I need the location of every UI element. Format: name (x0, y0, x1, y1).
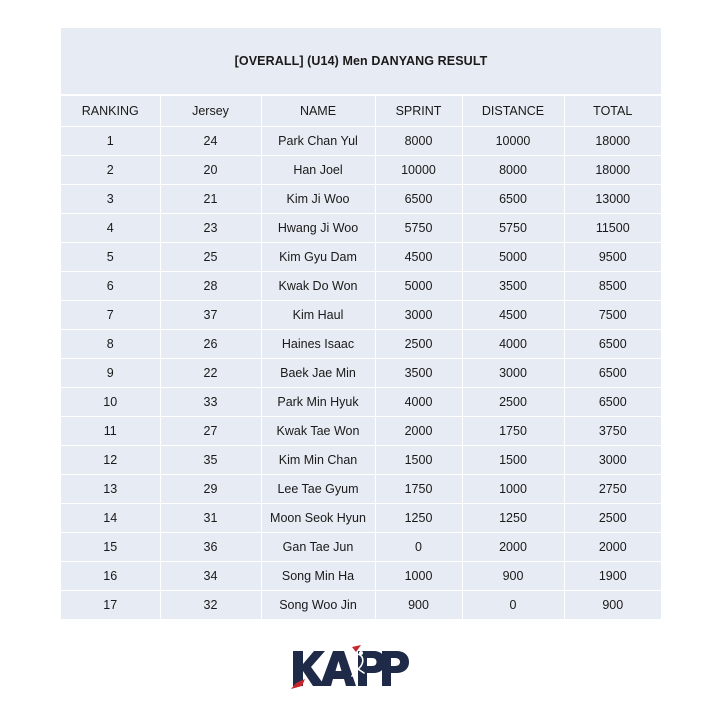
cell-total: 8500 (564, 271, 661, 300)
cell-total: 9500 (564, 242, 661, 271)
table-row (61, 213, 661, 242)
table-row (61, 155, 661, 184)
cell-name: Moon Seok Hyun (261, 503, 375, 532)
column-header-total: TOTAL (564, 96, 661, 126)
cell-ranking: 7 (61, 300, 160, 329)
cell-name: Kim Ji Woo (261, 184, 375, 213)
cell-name: Kwak Do Won (261, 271, 375, 300)
cell-distance: 1750 (462, 416, 564, 445)
table-row (61, 561, 661, 590)
cell-total: 2750 (564, 474, 661, 503)
table-row (61, 590, 661, 619)
cell-ranking: 9 (61, 358, 160, 387)
cell-jersey: 34 (160, 561, 261, 590)
logo-wordmark (291, 645, 409, 689)
cell-distance: 5750 (462, 213, 564, 242)
cell-distance: 4500 (462, 300, 564, 329)
cell-name: Kim Min Chan (261, 445, 375, 474)
cell-sprint: 3000 (375, 300, 462, 329)
cell-jersey: 36 (160, 532, 261, 561)
cell-name: Park Min Hyuk (261, 387, 375, 416)
cell-ranking: 16 (61, 561, 160, 590)
cell-name: Baek Jae Min (261, 358, 375, 387)
cell-sprint: 5750 (375, 213, 462, 242)
cell-jersey: 24 (160, 126, 261, 155)
logo-letter-p-second (382, 651, 409, 686)
cell-ranking: 14 (61, 503, 160, 532)
cell-distance: 0 (462, 590, 564, 619)
cell-sprint: 2500 (375, 329, 462, 358)
cell-jersey: 37 (160, 300, 261, 329)
table-row (61, 387, 661, 416)
table-row (61, 329, 661, 358)
cell-ranking: 6 (61, 271, 160, 300)
table-row (61, 445, 661, 474)
cell-jersey: 26 (160, 329, 261, 358)
table-row (61, 242, 661, 271)
cell-ranking: 1 (61, 126, 160, 155)
cell-jersey: 23 (160, 213, 261, 242)
table-row (61, 358, 661, 387)
cell-jersey: 20 (160, 155, 261, 184)
cell-ranking: 11 (61, 416, 160, 445)
cell-sprint: 1250 (375, 503, 462, 532)
cell-ranking: 4 (61, 213, 160, 242)
cell-distance: 8000 (462, 155, 564, 184)
cell-distance: 10000 (462, 126, 564, 155)
cell-jersey: 22 (160, 358, 261, 387)
cell-ranking: 3 (61, 184, 160, 213)
cell-total: 6500 (564, 387, 661, 416)
logo-letter-k (293, 651, 325, 686)
cell-distance: 1000 (462, 474, 564, 503)
cell-sprint: 10000 (375, 155, 462, 184)
cell-sprint: 2000 (375, 416, 462, 445)
cell-sprint: 5000 (375, 271, 462, 300)
cell-jersey: 33 (160, 387, 261, 416)
column-header-jersey: Jersey (160, 96, 261, 126)
cell-ranking: 12 (61, 445, 160, 474)
cell-name: Song Woo Jin (261, 590, 375, 619)
table-row (61, 271, 661, 300)
table-row (61, 300, 661, 329)
cell-distance: 900 (462, 561, 564, 590)
table-row (61, 184, 661, 213)
cell-jersey: 32 (160, 590, 261, 619)
cell-jersey: 27 (160, 416, 261, 445)
table-row (61, 503, 661, 532)
cell-name: Kim Gyu Dam (261, 242, 375, 271)
table-row (61, 474, 661, 503)
cell-total: 3000 (564, 445, 661, 474)
logo-letter-a (320, 651, 356, 686)
cell-distance: 3500 (462, 271, 564, 300)
cell-total: 6500 (564, 358, 661, 387)
cell-total: 3750 (564, 416, 661, 445)
cell-sprint: 1750 (375, 474, 462, 503)
cell-total: 11500 (564, 213, 661, 242)
cell-ranking: 5 (61, 242, 160, 271)
cell-distance: 2000 (462, 532, 564, 561)
cell-ranking: 17 (61, 590, 160, 619)
cell-total: 6500 (564, 329, 661, 358)
header-row (61, 96, 661, 126)
cell-distance: 2500 (462, 387, 564, 416)
cell-sprint: 6500 (375, 184, 462, 213)
cell-name: Gan Tae Jun (261, 532, 375, 561)
logo-red-accent (352, 645, 361, 652)
cell-distance: 4000 (462, 329, 564, 358)
cell-name: Kim Haul (261, 300, 375, 329)
cell-total: 900 (564, 590, 661, 619)
cell-ranking: 8 (61, 329, 160, 358)
cell-jersey: 29 (160, 474, 261, 503)
table-row (61, 126, 661, 155)
cell-total: 2500 (564, 503, 661, 532)
cell-ranking: 10 (61, 387, 160, 416)
cell-name: Haines Isaac (261, 329, 375, 358)
cell-name: Lee Tae Gyum (261, 474, 375, 503)
cell-jersey: 35 (160, 445, 261, 474)
cell-sprint: 4500 (375, 242, 462, 271)
logo-skater-head (359, 651, 363, 655)
cell-ranking: 13 (61, 474, 160, 503)
cell-sprint: 900 (375, 590, 462, 619)
cell-total: 18000 (564, 155, 661, 184)
cell-jersey: 21 (160, 184, 261, 213)
cell-jersey: 31 (160, 503, 261, 532)
column-header-name: NAME (261, 96, 375, 126)
cell-sprint: 3500 (375, 358, 462, 387)
cell-sprint: 1500 (375, 445, 462, 474)
cell-name: Park Chan Yul (261, 126, 375, 155)
cell-total: 13000 (564, 184, 661, 213)
cell-name: Han Joel (261, 155, 375, 184)
cell-name: Kwak Tae Won (261, 416, 375, 445)
cell-distance: 6500 (462, 184, 564, 213)
cell-total: 7500 (564, 300, 661, 329)
cell-ranking: 15 (61, 532, 160, 561)
results-panel (61, 28, 661, 620)
table-row (61, 532, 661, 561)
cell-sprint: 1000 (375, 561, 462, 590)
table-row (61, 416, 661, 445)
cell-total: 18000 (564, 126, 661, 155)
kapp-logo (290, 643, 414, 693)
column-header-sprint: SPRINT (375, 96, 462, 126)
cell-name: Song Min Ha (261, 561, 375, 590)
results-title: [OVERALL] (U14) Men DANYANG RESULT (61, 28, 661, 96)
cell-sprint: 4000 (375, 387, 462, 416)
cell-sprint: 0 (375, 532, 462, 561)
cell-ranking: 2 (61, 155, 160, 184)
column-header-distance: DISTANCE (462, 96, 564, 126)
cell-name: Hwang Ji Woo (261, 213, 375, 242)
cell-sprint: 8000 (375, 126, 462, 155)
cell-jersey: 28 (160, 271, 261, 300)
results-table (61, 96, 661, 620)
cell-distance: 1500 (462, 445, 564, 474)
table-body (61, 126, 661, 619)
cell-jersey: 25 (160, 242, 261, 271)
cell-distance: 1250 (462, 503, 564, 532)
cell-total: 1900 (564, 561, 661, 590)
cell-total: 2000 (564, 532, 661, 561)
cell-distance: 3000 (462, 358, 564, 387)
column-header-ranking: RANKING (61, 96, 160, 126)
table-header (61, 96, 661, 126)
cell-distance: 5000 (462, 242, 564, 271)
